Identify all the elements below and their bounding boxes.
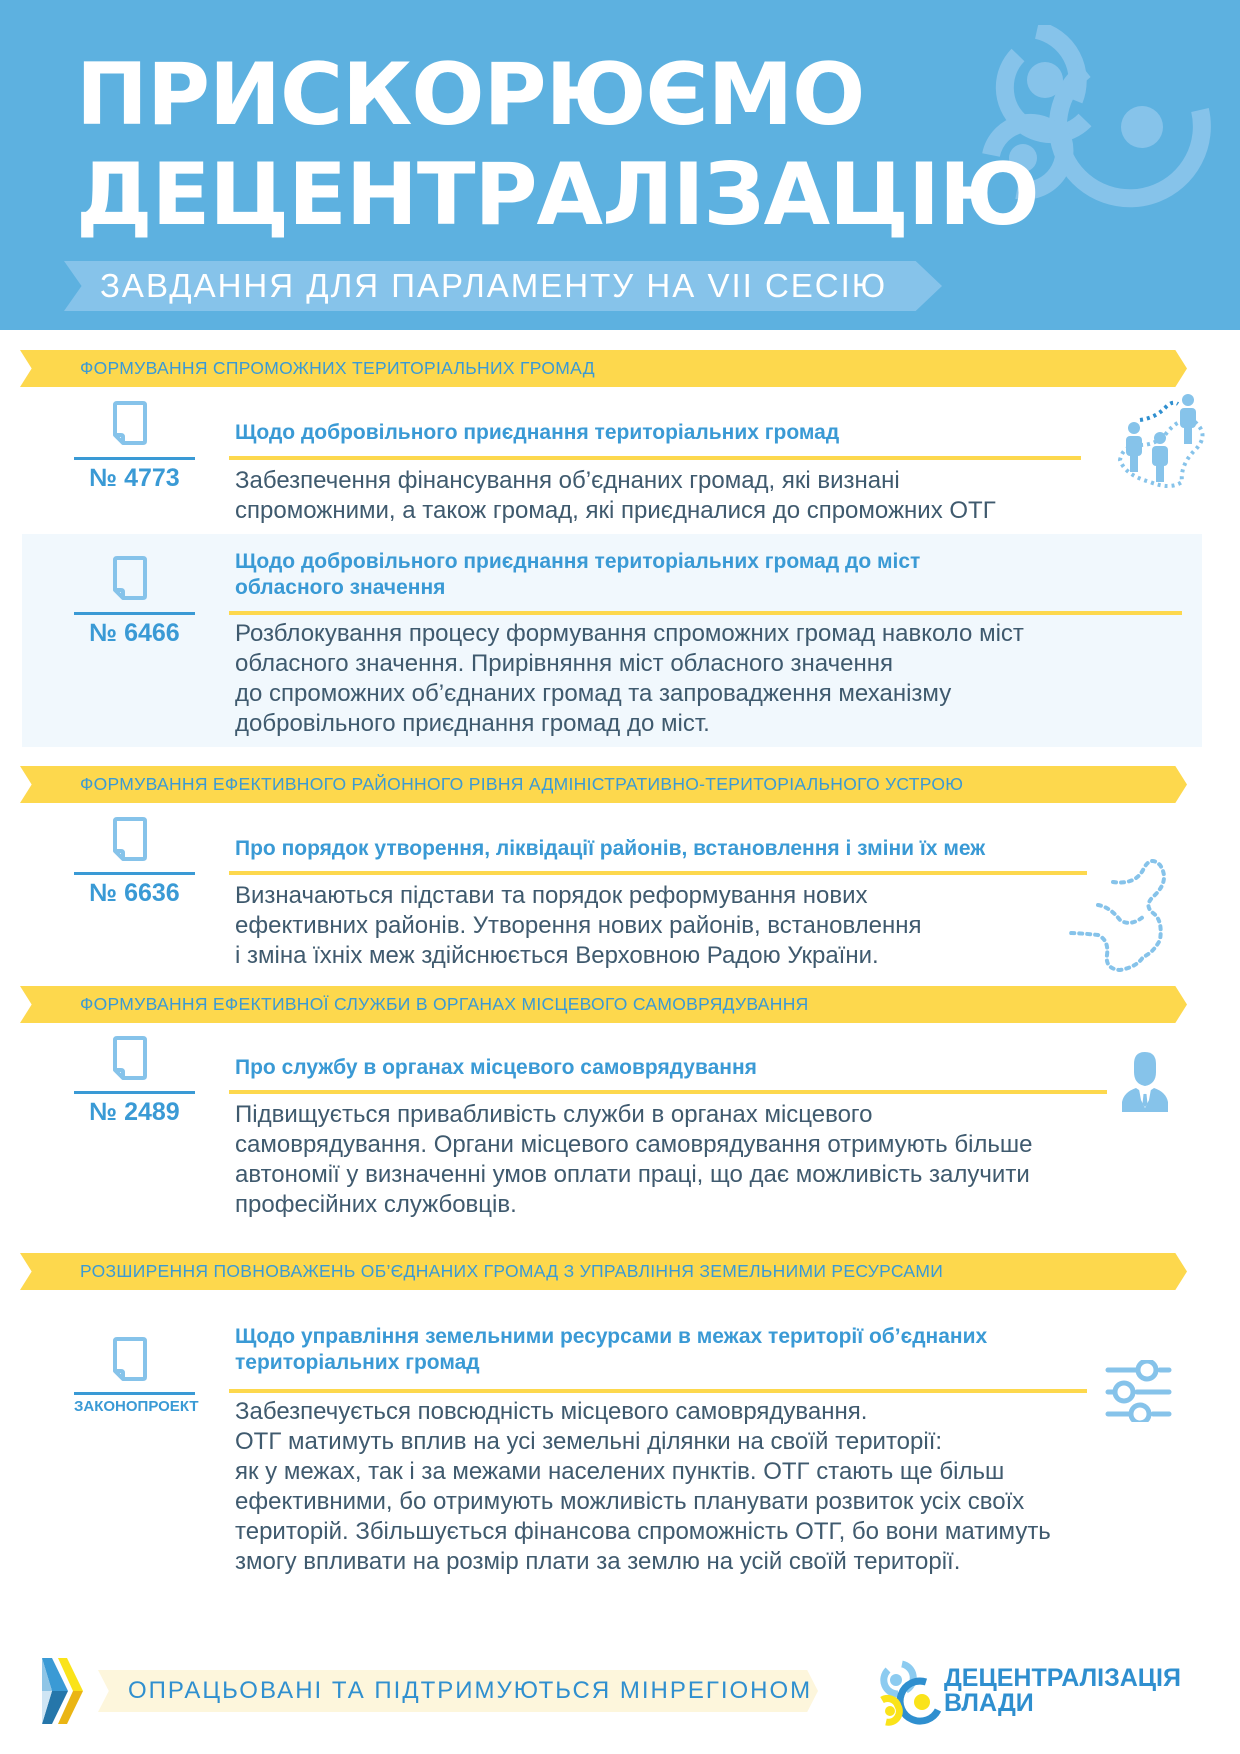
description-line: ефективними, бо отримують можливість планувати розвиток усіх своїх [235, 1488, 1025, 1515]
document-icon [112, 1336, 148, 1382]
bill-heading-line: Щодо добровільного приєднання територіальних громад до міст [235, 550, 921, 573]
bill-description [235, 1100, 1033, 1220]
official-person-icon [1120, 1050, 1170, 1112]
bill-number: № 4773 [89, 464, 180, 492]
section-title: ФОРМУВАННЯ ЕФЕКТИВНОЇ СЛУЖБИ В ОРГАНАХ МІСЦЕВОГО САМОВРЯДУВАННЯ [80, 994, 809, 1014]
bill-heading [235, 420, 839, 446]
number-divider [74, 1392, 195, 1395]
bill-label: ЗАКОНОПРОЕКТ [74, 1398, 199, 1415]
footer-brand [944, 1666, 1181, 1716]
document-icon [112, 400, 148, 446]
description-line: спроможними, а також громад, які приєдналися до спроможних ОТГ [235, 497, 996, 524]
people-network-icon [1110, 390, 1210, 495]
description-line: ОТГ матимуть вплив на усі земельні ділянки на своїй території: [235, 1428, 943, 1455]
bill-heading-line: Щодо добровільного приєднання територіальних громад [235, 421, 840, 444]
bill-heading [235, 1324, 987, 1376]
description-line: ефективних районів. Утворення нових районів, встановлення [235, 912, 922, 939]
description-line: територій. Збільшується фінансова спроможність ОТГ, бо вони матимуть [235, 1518, 1051, 1545]
decentralization-logo-icon [876, 1660, 946, 1730]
bill-heading-line: Про порядок утворення, ліквідації районів, встановлення і зміни їх меж [235, 837, 986, 860]
heading-underline [229, 611, 1182, 615]
bill-number: № 6466 [89, 619, 180, 647]
bill-heading-line: Про службу в органах місцевого самоврядування [235, 1056, 757, 1079]
bill-description [235, 1397, 1051, 1577]
number-divider [74, 1091, 195, 1094]
description-line: Розблокування процесу формування спроможних громад навколо міст [235, 620, 1024, 647]
description-line: добровільного приєднання громад до міст. [235, 710, 710, 737]
description-line: Підвищується привабливість служби в органах місцевого [235, 1101, 873, 1128]
heading-underline [229, 871, 1087, 875]
section-title: ФОРМУВАННЯ СПРОМОЖНИХ ТЕРИТОРІАЛЬНИХ ГРОМАД [80, 358, 595, 378]
description-line: змогу впливати на розмір плати за землю на усій своїй території. [235, 1548, 961, 1575]
number-divider [74, 457, 195, 460]
bill-number: № 2489 [89, 1098, 180, 1126]
number-divider [74, 872, 195, 875]
bill-heading [235, 1055, 757, 1081]
description-line: автономії у визначенні умов оплати праці, що дає можливість залучити [235, 1161, 1030, 1188]
section-title: РОЗШИРЕННЯ ПОВНОВАЖЕНЬ ОБ’ЄДНАНИХ ГРОМАД З УПРАВЛІННЯ ЗЕМЕЛЬНИМИ РЕСУРСАМИ [80, 1261, 944, 1281]
title-line-1: ПРИСКОРЮЄМО [76, 45, 865, 145]
description-line: самоврядування. Органи місцевого самоврядування отримують більше [235, 1131, 1033, 1158]
bill-heading-line: обласного значення [235, 576, 446, 599]
description-line: як у межах, так і за межами населених пунктів. ОТГ стають ще більш [235, 1458, 1005, 1485]
description-line: і зміна їхніх меж здійснюється Верховною Радою України. [235, 942, 879, 969]
section-title: ФОРМУВАННЯ ЕФЕКТИВНОГО РАЙОННОГО РІВНЯ АДМІНІСТРАТИВНО-ТЕРИТОРІАЛЬНОГО УСТРОЮ [80, 774, 964, 794]
document-icon [112, 816, 148, 862]
brand-line-1: ДЕЦЕНТРАЛІЗАЦІЯ [944, 1664, 1181, 1692]
bill-heading-line: територіальних громад [235, 1351, 480, 1374]
description-line: Забезпечується повсюдність місцевого самоврядування. [235, 1398, 868, 1425]
bill-description [235, 466, 996, 526]
document-icon [112, 1035, 148, 1081]
bill-number: № 6636 [89, 879, 180, 907]
bill-description [235, 881, 922, 971]
bill-heading [235, 836, 985, 862]
heading-underline [229, 456, 1081, 460]
dotted-map-icon [1065, 845, 1185, 975]
document-icon [112, 555, 148, 601]
description-line: до спроможних об’єднаних громад та запровадження механізму [235, 680, 952, 707]
heading-underline [229, 1090, 1107, 1094]
number-divider [74, 612, 195, 615]
bill-heading-line: Щодо управління земельними ресурсами в межах території об’єднаних [235, 1325, 988, 1348]
sliders-icon [1105, 1360, 1173, 1422]
description-line: обласного значення. Прирівняння міст обласного значення [235, 650, 893, 677]
bill-heading [235, 549, 920, 601]
bill-description [235, 619, 1024, 739]
description-line: Визначаються підстави та порядок реформування нових [235, 882, 868, 909]
subtitle: ЗАВДАННЯ ДЛЯ ПАРЛАМЕНТУ НА VII СЕСІЮ [100, 267, 888, 304]
title-line-2: ДЕЦЕНТРАЛІЗАЦІЮ [76, 145, 1039, 245]
footer-note: ОПРАЦЬОВАНІ ТА ПІДТРИМУЮТЬСЯ МІНРЕГІОНОМ [128, 1677, 813, 1704]
description-line: Забезпечення фінансування об’єднаних громад, які визнані [235, 467, 900, 494]
brand-line-2: ВЛАДИ [944, 1689, 1034, 1717]
heading-underline [229, 1389, 1087, 1393]
description-line: професійних службовців. [235, 1191, 517, 1218]
chevron-arrows-icon [42, 1658, 98, 1724]
